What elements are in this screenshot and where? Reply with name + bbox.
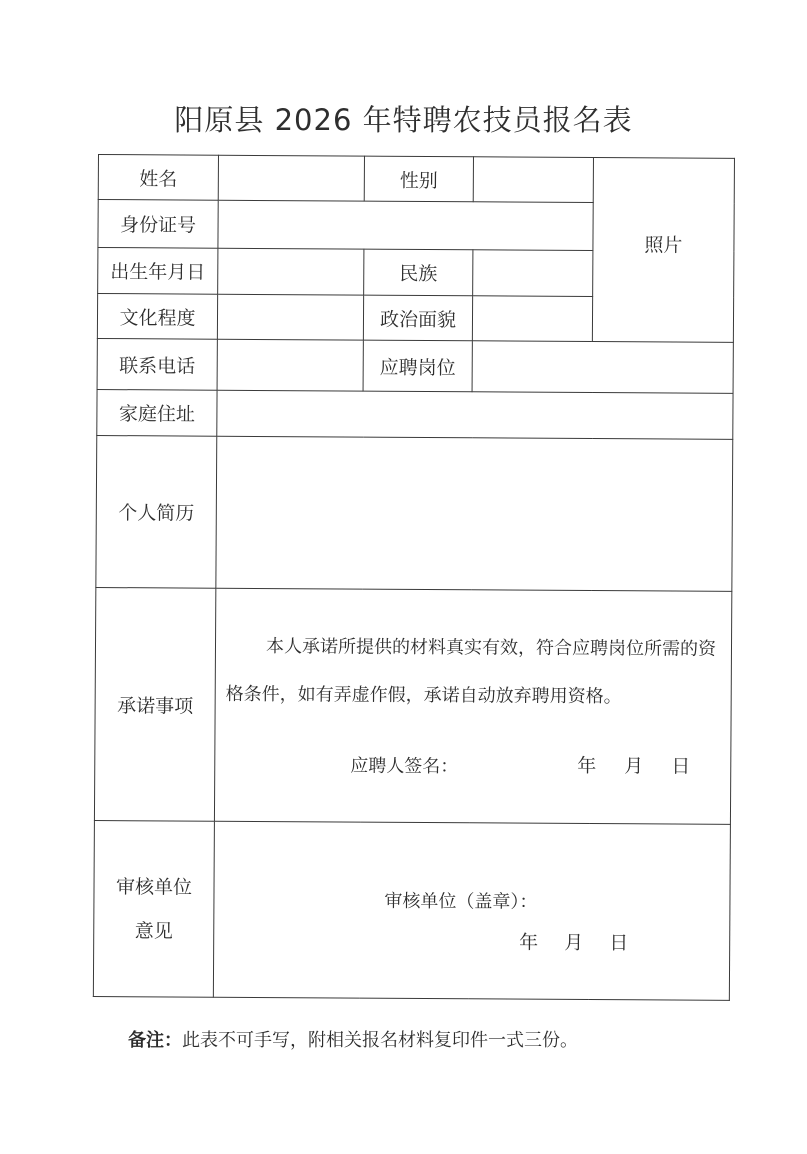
review-cell [213,821,730,1000]
phone-field[interactable] [217,339,363,391]
table-row [96,435,733,591]
signature-date[interactable]: 年 月 日 [577,754,691,778]
gender-field[interactable] [473,157,593,203]
name-label: 姓名 [98,155,218,201]
id-number-label: 身份证号 [98,200,218,249]
birth-date-label: 出生年月日 [98,248,218,295]
id-number-field[interactable] [218,200,593,250]
registration-table [93,154,735,1001]
review-date[interactable]: 年 月 日 [519,931,629,955]
footnote [128,1026,578,1052]
ethnicity-label: 民族 [364,249,473,296]
political-status-field[interactable] [472,296,592,342]
table-row [97,338,733,393]
signature-label[interactable]: 应聘人签名： [350,755,459,778]
commitment-cell [214,588,731,824]
education-field[interactable] [217,294,363,340]
phone-label: 联系电话 [97,338,217,390]
political-status-label: 政治面貌 [363,295,472,341]
birth-date-field[interactable] [218,248,364,295]
resume-field[interactable] [216,436,733,591]
table-row [94,587,731,824]
table-row [93,820,730,1000]
review-box [214,822,730,1000]
resume-label: 个人简历 [96,435,217,588]
commitment-text: 本人承诺所提供的材料真实有效，符合应聘岗位所需的资格条件，如有弄虚作假，承诺自动放弃聘用资格。 [225,636,717,708]
review-label-line1: 审核单位 [115,875,193,899]
address-label: 家庭住址 [97,389,217,436]
commitment-box [215,589,731,824]
footnote-text: 此表不可手写，附相关报名材料复印件一式三份。 [182,1030,578,1051]
page-title: 阳原县 2026 年特聘农技员报名表 [174,103,633,137]
footnote-label: 备注： [128,1030,182,1051]
review-label-line2: 意见 [134,919,173,942]
table-row [98,155,734,204]
education-label: 文化程度 [97,294,217,340]
ethnicity-field[interactable] [473,250,593,297]
review-seal-label[interactable]: 审核单位（盖章）： [384,890,538,913]
address-field[interactable] [217,390,733,439]
table-row [97,389,733,439]
commitment-label: 承诺事项 [94,587,215,821]
position-label: 应聘岗位 [363,340,472,392]
photo-box[interactable]: 照片 [592,158,734,343]
gender-label: 性别 [364,156,473,202]
position-field[interactable] [472,341,733,394]
review-label [93,820,214,997]
name-field[interactable] [218,155,364,201]
